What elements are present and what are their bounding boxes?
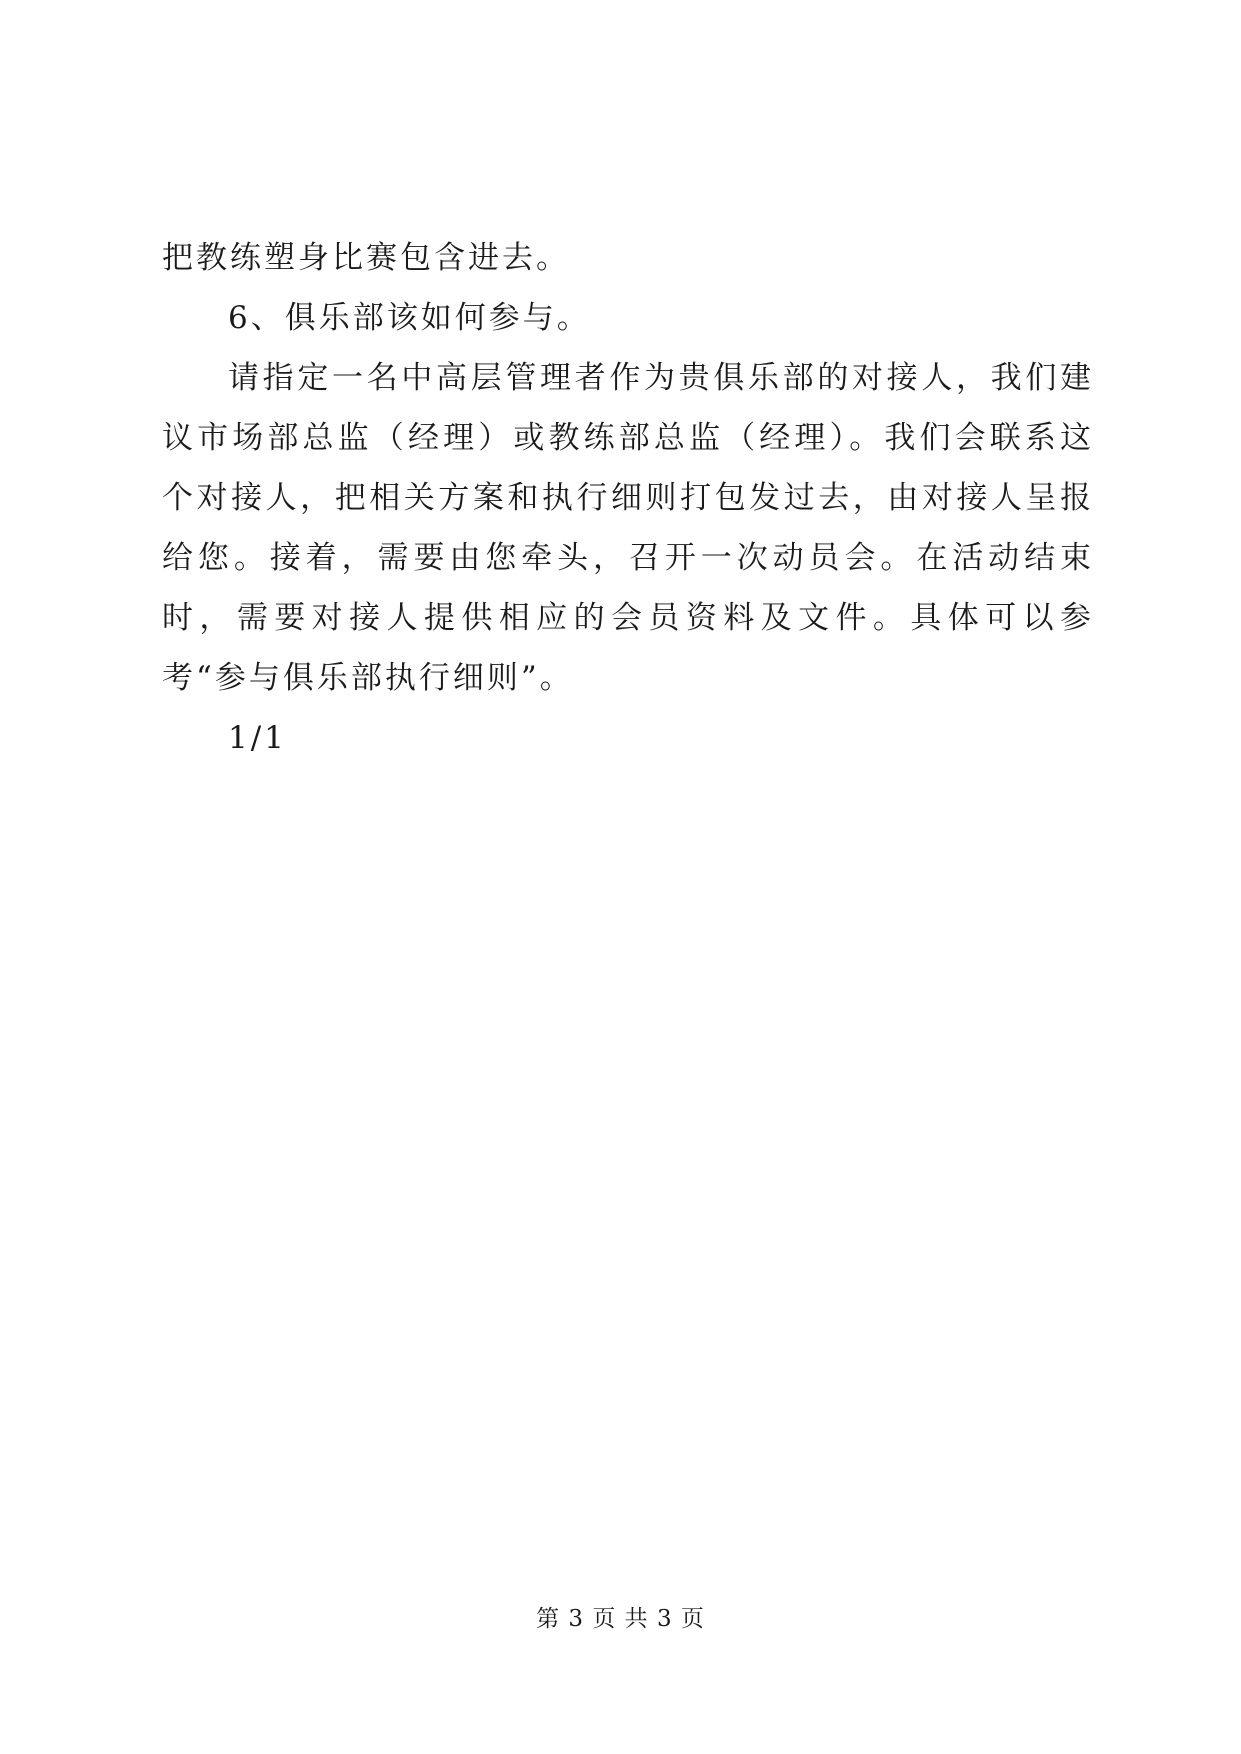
paragraph-section-heading: 6、俱乐部该如何参与。 xyxy=(228,300,591,336)
page-footer: 第 3 页 共 3 页 xyxy=(536,1606,705,1632)
document-body xyxy=(162,228,1094,768)
paragraph-body: 请指定一名中高层管理者作为贵俱乐部的对接人，我们建议市场部总监（经理）或教练部总监（经理）。我们会联系这个对接人，把相关方案和执行细则打包发过去，由对接人呈报给您。接着，需要由您牵头，召开一次动员会。在活动结束时，需要对接人提供相应的会员资料及文件。具体可以参考“参与俱乐部执行细则”。 xyxy=(162,360,1094,696)
paragraph-page-fraction: 1/1 xyxy=(228,720,287,756)
paragraph-continuation: 把教练塑身比赛包含进去。 xyxy=(162,240,570,276)
